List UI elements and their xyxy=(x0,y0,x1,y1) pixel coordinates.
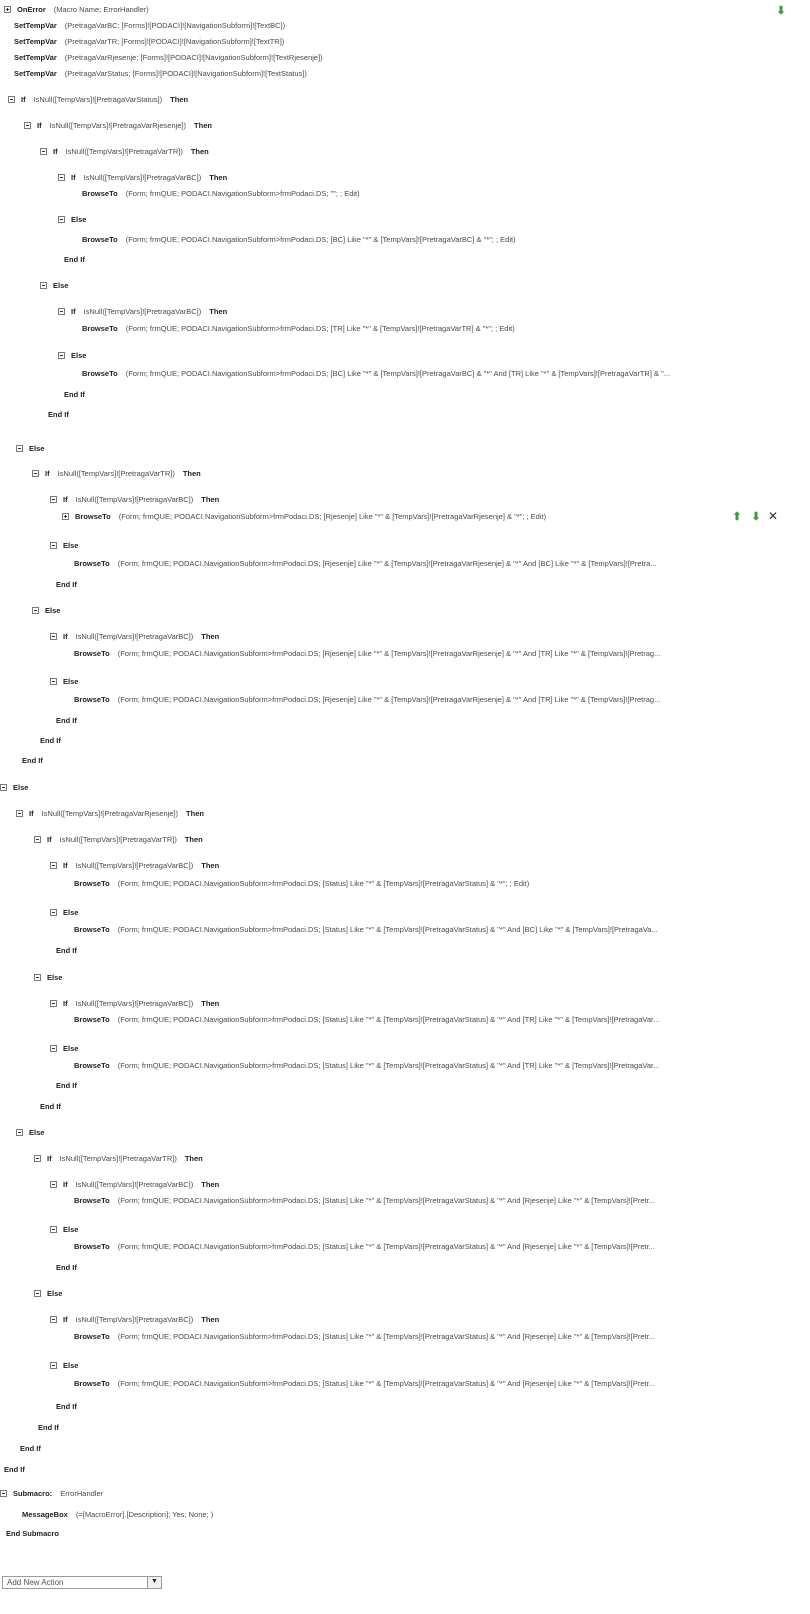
action-arguments[interactable]: (Form; frmQUE; PODACI.NavigationSubform>frmPodaci.DS; [Rjesenje] Like "*" & [TempVars]![PretragaVarRjesenje] & "*" And [TR] Like "*" & [TempVars]![Pretrag... xyxy=(117,649,661,658)
macro-row[interactable] xyxy=(0,943,77,959)
macro-row[interactable] xyxy=(0,603,60,619)
action-keyword[interactable]: Else xyxy=(71,215,87,224)
then-keyword: Then xyxy=(201,1180,220,1189)
macro-row[interactable] xyxy=(0,1358,78,1374)
action-keyword[interactable]: If xyxy=(45,469,50,478)
delete-action-icon[interactable]: ✕ xyxy=(768,509,779,523)
action-arguments[interactable]: IsNull([TempVars]![PretragaVarTR]) xyxy=(59,1154,177,1163)
action-keyword[interactable]: If xyxy=(63,495,68,504)
action-keyword[interactable]: Else xyxy=(63,908,79,917)
macro-row[interactable] xyxy=(0,1441,41,1457)
action-arguments[interactable]: (Form; frmQUE; PODACI.NavigationSubform>frmPodaci.DS; [Status] Like "*" & [TempVars]![PretragaVarStatus] & "*" And [Rjesenje] Like "*" & [TempVars]![Pretr... xyxy=(117,1332,655,1341)
then-keyword: Then xyxy=(170,95,189,104)
macro-row[interactable] xyxy=(0,1193,655,1209)
action-keyword[interactable]: End If xyxy=(56,1263,77,1272)
collapse-icon[interactable] xyxy=(16,1129,23,1136)
action-keyword[interactable]: BrowseTo xyxy=(82,324,118,333)
collapse-icon[interactable] xyxy=(16,445,23,452)
macro-row[interactable] xyxy=(0,304,227,320)
then-keyword: Then xyxy=(201,632,220,641)
then-keyword: Then xyxy=(184,1154,203,1163)
action-keyword[interactable]: BrowseTo xyxy=(82,369,118,378)
expand-icon[interactable] xyxy=(62,513,69,520)
then-keyword: Then xyxy=(209,173,228,182)
macro-row[interactable] xyxy=(0,278,68,294)
move-down-icon[interactable]: ⬇ xyxy=(751,511,761,523)
action-arguments[interactable]: ErrorHandler xyxy=(60,1489,104,1498)
action-keyword[interactable]: If xyxy=(71,173,76,182)
action-arguments[interactable]: IsNull([TempVars]![PretragaVarBC]) xyxy=(75,861,194,870)
collapse-icon[interactable] xyxy=(50,633,57,640)
action-keyword[interactable]: End If xyxy=(64,390,85,399)
macro-row[interactable] xyxy=(0,970,62,986)
macro-row[interactable] xyxy=(0,1078,77,1094)
macro-row[interactable] xyxy=(0,34,284,50)
action-keyword[interactable]: End Submacro xyxy=(6,1529,59,1538)
then-keyword: Then xyxy=(186,809,204,818)
macro-row[interactable] xyxy=(0,858,219,874)
action-keyword[interactable]: If xyxy=(63,861,68,870)
collapse-icon[interactable] xyxy=(50,678,57,685)
collapse-icon[interactable] xyxy=(50,1316,57,1323)
action-keyword[interactable]: BrowseTo xyxy=(75,512,111,521)
action-keyword[interactable]: Else xyxy=(63,1044,79,1053)
collapse-icon[interactable] xyxy=(16,810,23,817)
collapse-icon[interactable] xyxy=(50,542,57,549)
collapse-icon[interactable] xyxy=(58,308,65,315)
macro-row[interactable] xyxy=(0,1222,78,1238)
macro-row[interactable] xyxy=(0,441,44,457)
macro-row[interactable] xyxy=(0,753,43,769)
action-keyword[interactable]: If xyxy=(63,1180,68,1189)
action-arguments[interactable]: IsNull([TempVars]![PretragaVarBC]) xyxy=(83,173,202,182)
action-keyword[interactable]: End If xyxy=(56,580,77,589)
macro-row[interactable] xyxy=(0,1151,203,1167)
collapse-icon[interactable] xyxy=(50,1000,57,1007)
macro-row[interactable] xyxy=(0,1312,219,1328)
collapse-icon[interactable] xyxy=(40,148,47,155)
collapse-icon[interactable] xyxy=(34,836,41,843)
action-arguments[interactable]: IsNull([TempVars]![PretragaVarBC]) xyxy=(75,1315,194,1324)
macro-row[interactable] xyxy=(0,1486,103,1502)
collapse-icon[interactable] xyxy=(50,862,57,869)
macro-row[interactable] xyxy=(0,66,307,82)
macro-row[interactable] xyxy=(0,321,515,337)
action-keyword[interactable]: End If xyxy=(40,1102,61,1111)
action-keyword[interactable]: Submacro: xyxy=(13,1489,53,1498)
action-arguments[interactable]: (PretragaVarStatus; [Forms]![PODACI]![NavigationSubform]![TextStatus]) xyxy=(64,69,307,78)
action-keyword[interactable]: BrowseTo xyxy=(82,235,118,244)
then-keyword: Then xyxy=(182,469,201,478)
move-down-icon[interactable]: ⬇ xyxy=(776,5,786,17)
collapse-icon[interactable] xyxy=(0,1490,7,1497)
macro-row[interactable] xyxy=(0,1329,655,1345)
action-keyword[interactable]: BrowseTo xyxy=(74,1015,110,1024)
collapse-icon[interactable] xyxy=(58,352,65,359)
action-keyword[interactable]: Else xyxy=(45,606,61,615)
action-arguments[interactable]: IsNull([TempVars]![PretragaVarStatus]) xyxy=(33,95,163,104)
macro-row[interactable] xyxy=(0,1239,655,1255)
action-keyword[interactable]: End If xyxy=(56,1402,77,1411)
macro-row[interactable] xyxy=(0,1058,659,1074)
macro-row[interactable] xyxy=(0,252,85,268)
collapse-icon[interactable] xyxy=(34,1290,41,1297)
collapse-icon[interactable] xyxy=(8,96,15,103)
action-keyword[interactable]: BrowseTo xyxy=(74,925,110,934)
chevron-down-icon[interactable]: ▼ xyxy=(147,1577,161,1588)
action-keyword[interactable]: BrowseTo xyxy=(82,189,118,198)
action-keyword[interactable]: BrowseTo xyxy=(74,1379,110,1388)
macro-row[interactable] xyxy=(0,646,660,662)
action-keyword[interactable]: End If xyxy=(56,1081,77,1090)
macro-row[interactable] xyxy=(0,1099,61,1115)
collapse-icon[interactable] xyxy=(34,1155,41,1162)
action-arguments[interactable]: IsNull([TempVars]![PretragaVarBC]) xyxy=(75,999,194,1008)
action-arguments[interactable]: (Form; frmQUE; PODACI.NavigationSubform>frmPodaci.DS; [Status] Like "*" & [TempVars]![PretragaVarStatus] & "*"; ; Edit) xyxy=(117,879,530,888)
action-arguments[interactable]: (Form; frmQUE; PODACI.NavigationSubform>frmPodaci.DS; [Status] Like "*" & [TempVars]![PretragaVarStatus] & "*" And [BC] Like "*" & [TempVars]![PretragaVa... xyxy=(117,925,658,934)
collapse-icon[interactable] xyxy=(34,974,41,981)
action-arguments[interactable]: (Form; frmQUE; PODACI.NavigationSubform>frmPodaci.DS; [Rjesenje] Like "*" & [TempVars]![PretragaVarRjesenje] & "*" And [TR] Like "*" & [TempVars]![Pretrag... xyxy=(117,695,661,704)
macro-row[interactable] xyxy=(0,1399,77,1415)
collapse-icon[interactable] xyxy=(50,1226,57,1233)
collapse-icon[interactable] xyxy=(24,122,31,129)
action-keyword[interactable]: End If xyxy=(48,410,69,419)
action-arguments[interactable]: (Form; frmQUE; PODACI.NavigationSubform>frmPodaci.DS; ""; ; Edit) xyxy=(125,189,360,198)
collapse-icon[interactable] xyxy=(50,1181,57,1188)
macro-row[interactable] xyxy=(0,577,77,593)
macro-row[interactable] xyxy=(0,922,658,938)
action-arguments[interactable]: (PretragaVarRjesenje; [Forms]![PODACI]![NavigationSubform]![TextRjesenje]) xyxy=(64,53,323,62)
action-keyword[interactable]: SetTempVar xyxy=(14,37,57,46)
macro-row[interactable] xyxy=(0,1462,25,1478)
action-arguments[interactable]: IsNull([TempVars]![PretragaVarBC]) xyxy=(75,1180,194,1189)
action-keyword[interactable]: BrowseTo xyxy=(74,649,110,658)
action-arguments[interactable]: (Macro Name; ErrorHandler) xyxy=(53,5,149,14)
then-keyword: Then xyxy=(201,999,220,1008)
action-keyword[interactable]: Else xyxy=(47,973,63,982)
action-arguments[interactable]: IsNull([TempVars]![PretragaVarRjesenje]) xyxy=(49,121,187,130)
action-keyword[interactable]: MessageBox xyxy=(22,1510,68,1519)
collapse-icon[interactable] xyxy=(50,1362,57,1369)
action-arguments[interactable]: (Form; frmQUE; PODACI.NavigationSubform>frmPodaci.DS; [Status] Like "*" & [TempVars]![PretragaVarStatus] & "*" And [TR] Like "*" & [TempVars]![PretragaVar... xyxy=(117,1015,660,1024)
collapse-icon[interactable] xyxy=(58,216,65,223)
collapse-icon[interactable] xyxy=(50,496,57,503)
collapse-icon[interactable] xyxy=(40,282,47,289)
then-keyword: Then xyxy=(201,1315,220,1324)
action-keyword[interactable]: End If xyxy=(22,756,43,765)
macro-row[interactable] xyxy=(0,996,219,1012)
action-keyword[interactable]: Else xyxy=(71,351,87,360)
macro-row[interactable] xyxy=(0,733,61,749)
macro-row[interactable] xyxy=(0,780,28,796)
action-keyword[interactable]: BrowseTo xyxy=(74,1242,110,1251)
action-keyword[interactable]: BrowseTo xyxy=(74,1196,110,1205)
collapse-icon[interactable] xyxy=(32,607,39,614)
action-keyword[interactable]: BrowseTo xyxy=(74,695,110,704)
macro-row[interactable] xyxy=(0,905,78,921)
action-keyword[interactable]: End If xyxy=(64,255,85,264)
action-arguments[interactable]: (Form; frmQUE; PODACI.NavigationSubform>frmPodaci.DS; [Rjesenje] Like "*" & [TempVars]![PretragaVarRjesenje] & "*" And [BC] Like "*" & [TempVars]![Pretra... xyxy=(117,559,657,568)
action-keyword[interactable]: If xyxy=(47,835,52,844)
action-keyword[interactable]: Else xyxy=(29,1128,45,1137)
then-keyword: Then xyxy=(209,307,228,316)
action-arguments[interactable]: (Form; frmQUE; PODACI.NavigationSubform>frmPodaci.DS; [Rjesenje] Like "*" & [TempVars]![PretragaVarRjesenje] & "*"; ; Edit) xyxy=(118,512,547,521)
action-keyword[interactable]: BrowseTo xyxy=(74,1061,110,1070)
macro-row[interactable] xyxy=(0,186,360,202)
collapse-icon[interactable] xyxy=(50,1045,57,1052)
action-keyword[interactable]: If xyxy=(53,147,58,156)
then-keyword: Then xyxy=(201,495,220,504)
macro-row[interactable] xyxy=(0,1286,62,1302)
action-keyword[interactable]: If xyxy=(63,1315,68,1324)
macro-row[interactable] xyxy=(0,1376,655,1392)
macro-row[interactable] xyxy=(0,366,670,382)
macro-row[interactable] xyxy=(0,118,212,134)
collapse-icon[interactable] xyxy=(0,784,7,791)
macro-row[interactable] xyxy=(0,92,188,108)
action-arguments[interactable]: (PretragaVarTR; [Forms]![PODACI]![NavigationSubform]![TextTR]) xyxy=(64,37,285,46)
macro-row[interactable] xyxy=(0,170,227,186)
macro-row[interactable] xyxy=(0,212,86,228)
action-keyword[interactable]: Else xyxy=(63,677,79,686)
then-keyword: Then xyxy=(194,121,212,130)
collapse-icon[interactable] xyxy=(58,174,65,181)
macro-row[interactable] xyxy=(0,466,201,482)
action-keyword[interactable]: Else xyxy=(63,1225,79,1234)
action-arguments[interactable]: IsNull([TempVars]![PretragaVarTR]) xyxy=(57,469,175,478)
macro-row[interactable] xyxy=(0,387,85,403)
action-arguments[interactable]: (Form; frmQUE; PODACI.NavigationSubform>frmPodaci.DS; [Status] Like "*" & [TempVars]![PretragaVarStatus] & "*" And [Rjesenje] Like "*" & [TempVars]![Pretr... xyxy=(117,1379,655,1388)
action-keyword[interactable]: If xyxy=(71,307,76,316)
action-arguments[interactable]: (=[MacroError].[Description]; Yes; None; ) xyxy=(75,1510,214,1519)
macro-row[interactable] xyxy=(0,674,78,690)
macro-row[interactable] xyxy=(0,556,657,572)
action-arguments[interactable]: (Form; frmQUE; PODACI.NavigationSubform>frmPodaci.DS; [Status] Like "*" & [TempVars]![PretragaVarStatus] & "*" And [Rjesenje] Like "*" & [TempVars]![Pretr... xyxy=(117,1196,655,1205)
action-keyword[interactable]: If xyxy=(63,999,68,1008)
collapse-icon[interactable] xyxy=(32,470,39,477)
macro-row[interactable] xyxy=(0,492,219,508)
action-keyword[interactable]: End If xyxy=(56,716,77,725)
move-up-icon[interactable]: ⬆ xyxy=(732,511,742,523)
macro-row[interactable] xyxy=(0,832,203,848)
action-arguments[interactable]: (Form; frmQUE; PODACI.NavigationSubform>frmPodaci.DS; [Status] Like "*" & [TempVars]![PretragaVarStatus] & "*" And [Rjesenje] Like "*" & [TempVars]![Pretr... xyxy=(117,1242,655,1251)
macro-row[interactable] xyxy=(0,538,78,554)
action-keyword[interactable]: If xyxy=(47,1154,52,1163)
action-keyword[interactable]: Else xyxy=(47,1289,63,1298)
action-keyword[interactable]: End If xyxy=(20,1444,41,1453)
macro-row[interactable] xyxy=(0,1526,59,1542)
action-keyword[interactable]: Else xyxy=(63,1361,79,1370)
macro-row[interactable] xyxy=(0,348,86,364)
action-keyword[interactable]: Else xyxy=(13,783,29,792)
macro-row[interactable] xyxy=(0,876,529,892)
action-keyword[interactable]: BrowseTo xyxy=(74,1332,110,1341)
add-new-action-dropdown[interactable] xyxy=(2,1576,162,1589)
macro-row[interactable] xyxy=(0,509,546,525)
action-arguments[interactable]: IsNull([TempVars]![PretragaVarBC]) xyxy=(75,632,194,641)
macro-row[interactable] xyxy=(0,629,219,645)
action-keyword[interactable]: OnError xyxy=(17,5,46,14)
macro-row[interactable] xyxy=(0,692,660,708)
then-keyword: Then xyxy=(184,835,203,844)
then-keyword: Then xyxy=(201,861,220,870)
macro-row[interactable] xyxy=(0,50,323,66)
action-keyword[interactable]: Else xyxy=(29,444,45,453)
action-keyword[interactable]: If xyxy=(37,121,42,130)
macro-row[interactable] xyxy=(0,1041,78,1057)
action-keyword[interactable]: End If xyxy=(40,736,61,745)
macro-row[interactable] xyxy=(0,1012,659,1028)
action-arguments[interactable]: IsNull([TempVars]![PretragaVarTR]) xyxy=(65,147,183,156)
action-keyword[interactable]: Else xyxy=(63,541,79,550)
macro-row[interactable] xyxy=(0,806,204,822)
macro-row[interactable] xyxy=(0,232,516,248)
action-arguments[interactable]: (PretragaVarBC; [Forms]![PODACI]![NavigationSubform]![TextBC]) xyxy=(64,21,286,30)
action-keyword[interactable]: If xyxy=(21,95,26,104)
action-keyword[interactable]: Else xyxy=(53,281,69,290)
macro-row[interactable] xyxy=(0,1507,213,1523)
action-arguments[interactable]: IsNull([TempVars]![PretragaVarBC]) xyxy=(83,307,202,316)
action-keyword[interactable]: BrowseTo xyxy=(74,879,110,888)
action-keyword[interactable]: End If xyxy=(38,1423,59,1432)
action-arguments[interactable]: IsNull([TempVars]![PretragaVarRjesenje]) xyxy=(41,809,179,818)
action-arguments[interactable]: (Form; frmQUE; PODACI.NavigationSubform>frmPodaci.DS; [BC] Like "*" & [TempVars]![PretragaVarBC] & "*" And [TR] Like "*" & [TempVars]![PretragaVarTR] & "... xyxy=(125,369,670,378)
action-keyword[interactable]: SetTempVar xyxy=(14,69,57,78)
macro-row[interactable] xyxy=(0,18,285,34)
collapse-icon[interactable] xyxy=(50,909,57,916)
macro-row[interactable] xyxy=(0,144,209,160)
action-keyword[interactable]: End If xyxy=(56,946,77,955)
macro-row[interactable] xyxy=(0,407,69,423)
action-keyword[interactable]: End If xyxy=(4,1465,25,1474)
macro-row[interactable] xyxy=(0,1125,44,1141)
action-keyword[interactable]: SetTempVar xyxy=(14,53,57,62)
macro-row[interactable] xyxy=(0,1260,77,1276)
action-keyword[interactable]: BrowseTo xyxy=(74,559,110,568)
macro-row[interactable] xyxy=(0,1177,219,1193)
macro-row[interactable] xyxy=(0,2,149,18)
macro-row[interactable] xyxy=(0,1420,59,1436)
action-keyword[interactable]: If xyxy=(29,809,34,818)
action-arguments[interactable]: (Form; frmQUE; PODACI.NavigationSubform>frmPodaci.DS; [BC] Like "*" & [TempVars]![PretragaVarBC] & "*"; ; Edit) xyxy=(125,235,516,244)
action-arguments[interactable]: (Form; frmQUE; PODACI.NavigationSubform>frmPodaci.DS; [TR] Like "*" & [TempVars]![PretragaVarTR] & "*"; ; Edit) xyxy=(125,324,515,333)
action-keyword[interactable]: If xyxy=(63,632,68,641)
action-keyword[interactable]: SetTempVar xyxy=(14,21,57,30)
action-arguments[interactable]: (Form; frmQUE; PODACI.NavigationSubform>frmPodaci.DS; [Status] Like "*" & [TempVars]![PretragaVarStatus] & "*" And [TR] Like "*" & [TempVars]![PretragaVar... xyxy=(117,1061,660,1070)
action-arguments[interactable]: IsNull([TempVars]![PretragaVarTR]) xyxy=(59,835,177,844)
expand-icon[interactable] xyxy=(4,6,11,13)
then-keyword: Then xyxy=(190,147,209,156)
macro-row[interactable] xyxy=(0,713,77,729)
add-new-action-label: Add New Action xyxy=(7,1578,64,1587)
action-arguments[interactable]: IsNull([TempVars]![PretragaVarBC]) xyxy=(75,495,194,504)
